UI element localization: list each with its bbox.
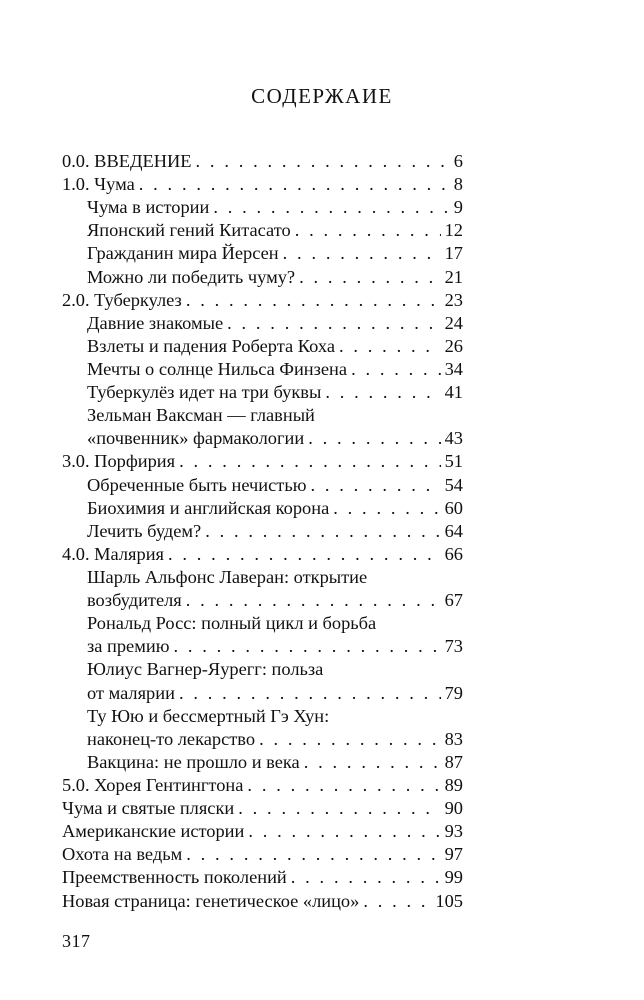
- toc-dot-leader: [205, 520, 440, 543]
- toc-entry: [62, 589, 463, 612]
- toc-entry: [62, 566, 463, 589]
- toc-entry: [62, 658, 463, 681]
- toc-entry: [62, 358, 463, 381]
- toc-entry-page-number: 43: [444, 428, 463, 449]
- toc-dot-leader: [339, 335, 441, 358]
- toc-entry-title: 5.0. Хорея Гентингтона: [62, 774, 244, 795]
- toc-entry: [62, 543, 463, 566]
- toc-entry: [62, 843, 463, 866]
- toc-entry-title: Мечты о солнце Нильса Финзена: [87, 358, 348, 379]
- toc-entry-page-number: 99: [444, 867, 463, 888]
- toc-entry-title: 1.0. Чума: [62, 174, 135, 195]
- toc-entry-page-number: 54: [444, 474, 463, 495]
- toc-entry: [62, 427, 463, 450]
- toc-entry-page-number: 24: [444, 312, 463, 333]
- toc-entry: [62, 635, 463, 658]
- toc-entry-title: Биохимия и английская корона: [87, 497, 330, 518]
- toc-entry: [62, 266, 463, 289]
- toc-entry-title: Юлиус Вагнер-Яурегг: польза: [87, 659, 324, 680]
- toc-entry-title: Чума в истории: [87, 197, 210, 218]
- toc-entry-page-number: 90: [444, 798, 463, 819]
- toc-entry-page-number: 9: [453, 197, 463, 218]
- toc-entry: [62, 705, 463, 728]
- toc-entry-page-number: 6: [453, 151, 463, 171]
- toc-entry: [62, 381, 463, 404]
- toc-dot-leader: [213, 196, 449, 219]
- toc-entry: [62, 196, 463, 219]
- toc-entry: [62, 150, 463, 173]
- toc-dot-leader: [179, 682, 441, 705]
- toc-entry-title: Преемственность поколений: [62, 867, 287, 888]
- toc-dot-leader: [259, 728, 441, 751]
- toc-entry-page-number: 51: [444, 451, 463, 472]
- toc-entry: [62, 751, 463, 774]
- toc-entry-title: Ту Юю и бессмертный Гэ Хун:: [87, 705, 330, 726]
- toc-dot-leader: [363, 890, 431, 913]
- toc-dot-leader: [304, 751, 441, 774]
- toc-entry: [62, 242, 463, 265]
- toc-entry-title: 0.0. ВВЕДЕНИЕ: [62, 151, 192, 171]
- toc-dot-leader: [283, 242, 441, 265]
- toc-entry-page-number: 67: [444, 590, 463, 611]
- toc-dot-leader: [248, 820, 440, 843]
- toc-entry-page-number: 64: [444, 520, 463, 541]
- toc-entry-title: Давние знакомые: [87, 312, 224, 333]
- toc-entry-title: Лечить будем?: [87, 520, 202, 541]
- toc-dot-leader: [351, 358, 441, 381]
- toc-entry-page-number: 12: [444, 220, 463, 241]
- toc-entry-title: Охота на ведьм: [62, 844, 183, 865]
- toc-dot-leader: [333, 497, 440, 520]
- toc-entry-title: Обреченные быть нечистью: [87, 474, 307, 495]
- page-title: СОДЕРЖАИЕ: [251, 84, 393, 108]
- toc-entry-title: Шарль Альфонс Лаверан: открытие: [87, 566, 368, 587]
- toc-dot-leader: [186, 843, 440, 866]
- toc-dot-leader: [299, 266, 441, 289]
- toc-entry: [62, 866, 463, 889]
- toc-entry-title: 4.0. Малярия: [62, 543, 164, 564]
- toc-dot-leader: [310, 474, 440, 497]
- toc-entry-title: Рональд Росс: полный цикл и борьба: [87, 613, 377, 634]
- toc-entry-page-number: 97: [444, 844, 463, 865]
- table-of-contents: [62, 150, 463, 913]
- toc-dot-leader: [186, 589, 441, 612]
- toc-entry-page-number: 21: [444, 266, 463, 287]
- toc-entry-page-number: 26: [444, 335, 463, 356]
- toc-entry-title: 2.0. Туберкулез: [62, 289, 182, 310]
- toc-entry-title: «почвенник» фармакологии: [87, 428, 305, 449]
- toc-entry-title: возбудителя: [87, 590, 182, 611]
- toc-entry: [62, 520, 463, 543]
- toc-entry: [62, 450, 463, 473]
- toc-entry: [62, 797, 463, 820]
- toc-entry-page-number: 34: [444, 358, 463, 379]
- toc-entry-page-number: 73: [444, 636, 463, 657]
- toc-entry-title: Зельман Ваксман — главный: [87, 405, 315, 426]
- toc-entry: [62, 682, 463, 705]
- toc-entry: [62, 774, 463, 797]
- toc-entry: [62, 474, 463, 497]
- toc-entry-page-number: 8: [453, 174, 463, 195]
- toc-entry-page-number: 93: [444, 821, 463, 842]
- toc-entry: [62, 312, 463, 335]
- toc-entry: [62, 173, 463, 196]
- toc-dot-leader: [291, 866, 441, 889]
- toc-entry-page-number: 89: [444, 774, 463, 795]
- toc-entry-title: Туберкулёз идет на три буквы: [87, 382, 322, 403]
- toc-entry-page-number: 60: [444, 497, 463, 518]
- toc-entry: [62, 820, 463, 843]
- toc-entry-page-number: 23: [444, 289, 463, 310]
- toc-entry: [62, 404, 463, 427]
- toc-entry-title: Новая страница: генетическое «лицо»: [62, 890, 360, 911]
- toc-entry-page-number: 66: [444, 543, 463, 564]
- toc-dot-leader: [227, 312, 441, 335]
- toc-dot-leader: [139, 173, 450, 196]
- toc-dot-leader: [173, 635, 440, 658]
- toc-entry: [62, 612, 463, 635]
- toc-dot-leader: [295, 219, 441, 242]
- toc-entry-page-number: 87: [444, 751, 463, 772]
- toc-dot-leader: [238, 797, 440, 820]
- toc-entry-title: за премию: [87, 636, 170, 657]
- toc-entry-page-number: 105: [435, 890, 463, 911]
- toc-entry: [62, 289, 463, 312]
- toc-entry-title: Можно ли победить чуму?: [87, 266, 296, 287]
- toc-entry-page-number: 79: [444, 682, 463, 703]
- toc-dot-leader: [179, 450, 440, 473]
- toc-dot-leader: [196, 150, 450, 173]
- toc-entry-title: Вакцина: не прошло и века: [87, 751, 300, 772]
- toc-entry-title: Японский гений Китасато: [87, 220, 291, 241]
- toc-entry-page-number: 17: [444, 243, 463, 264]
- toc-entry-title: Чума и святые пляски: [62, 798, 235, 819]
- toc-entry: [62, 335, 463, 358]
- toc-entry-title: наконец-то лекарство: [87, 728, 256, 749]
- toc-entry-title: Взлеты и падения Роберта Коха: [87, 335, 335, 356]
- toc-entry-title: Американские истории: [62, 821, 245, 842]
- toc-entry-title: от малярии: [87, 682, 175, 703]
- toc-entry-title: 3.0. Порфирия: [62, 451, 176, 472]
- toc-dot-leader: [325, 381, 440, 404]
- toc-entry-page-number: 41: [444, 382, 463, 403]
- toc-dot-leader: [247, 774, 440, 797]
- toc-entry-title: Гражданин мира Йерсен: [87, 243, 279, 264]
- toc-dot-leader: [186, 289, 441, 312]
- toc-entry-page-number: 83: [444, 728, 463, 749]
- toc-dot-leader: [308, 427, 440, 450]
- toc-entry: [62, 497, 463, 520]
- toc-entry: [62, 890, 463, 913]
- toc-dot-leader: [168, 543, 441, 566]
- toc-entry: [62, 219, 463, 242]
- page-number: 317: [62, 931, 91, 951]
- toc-entry: [62, 728, 463, 751]
